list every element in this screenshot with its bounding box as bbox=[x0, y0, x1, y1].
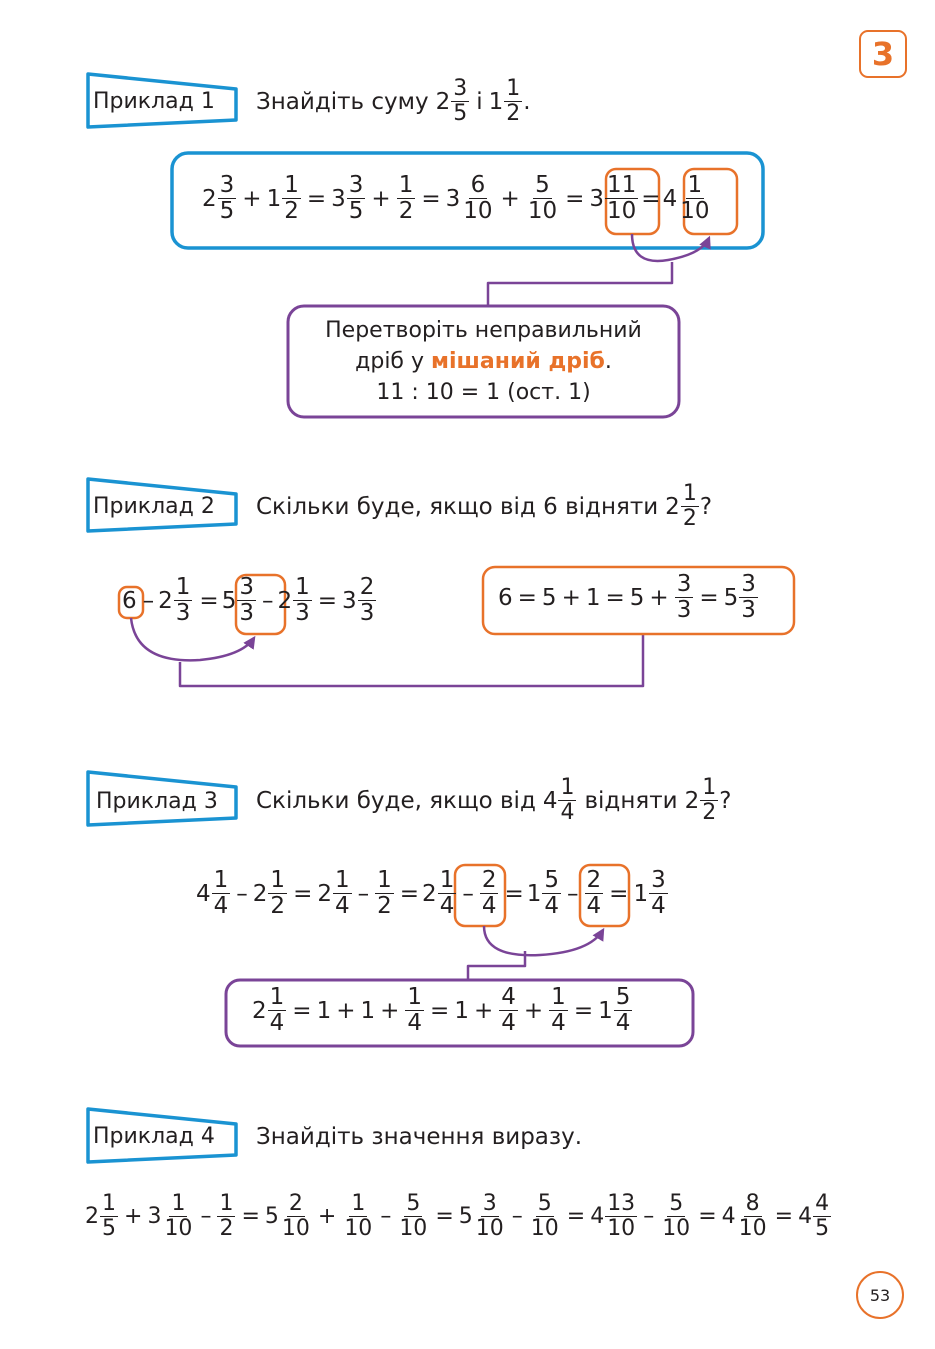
example-2-equation: 6 – 2 $\frac{1}{3}$ = 5 $\frac{3}{3}$ – 2 $\frac{1}{3}$ = 3 $\frac{2}{3}$ bbox=[122, 574, 375, 627]
example-4-equation: 2 $\frac{1}{5}$ + 3 $\frac{1}{10}$ – $\frac{1}{2}$ = 5 $\frac{2}{10}$ + $\frac{1}{10}$ – $\frac{5}{10}$ = 5 $\frac{3}{10}$ – $\frac{5}{10}$ = 4 $\frac{13}{10}$ – $\frac{5}{10}$ = 4 $\frac{8}{10}$ = 4 $\frac{4}{5}$ bbox=[85, 1191, 830, 1242]
example-1-note-line-3: 11 : 10 = 1 (ост. 1) bbox=[376, 380, 591, 405]
example-2-task: Скільки буде, якщо від 6 відняти 2 $\frac{1}{2}$ ? bbox=[256, 481, 713, 532]
example-3-arrow bbox=[484, 926, 603, 955]
example-3-task: Скільки буде, якщо від 4 $\frac{1}{4}$ відняти 2 $\frac{1}{2}$ ? bbox=[256, 775, 732, 826]
example-1-label: Приклад 1 bbox=[93, 89, 215, 114]
example-1-connector bbox=[488, 262, 672, 307]
example-4-task: Знайдіть значення виразу. bbox=[256, 1124, 583, 1150]
example-2-note: 6 = 5 + 1 = 5 + $\frac{3}{3}$ = 5 $\frac{3}{3}$ bbox=[498, 571, 756, 624]
example-1-note-line-2: дріб у мішаний дріб. bbox=[355, 349, 612, 374]
example-1-note-line-1: Перетворіть неправильний bbox=[325, 318, 642, 343]
example-1-task: Знайдіть суму 2 $\frac{3}{5}$ і 1 $\frac{1}{2}$ . bbox=[256, 76, 531, 127]
example-2-label: Приклад 2 bbox=[93, 494, 215, 519]
example-1-note bbox=[290, 315, 677, 408]
example-3-equation: 4 $\frac{1}{4}$ – 2 $\frac{1}{2}$ = 2 $\frac{1}{4}$ – $\frac{1}{2}$ = 2 $\frac{1}{4}$ – $\frac{2}{4}$ = 1 $\frac{5}{4}$ – $\frac{2}{4}$ = 1 $\frac{3}{4}$ bbox=[196, 867, 666, 920]
example-3-note: 2 $\frac{1}{4}$ = 1 + 1 + $\frac{1}{4}$ = 1 + $\frac{4}{4}$ + $\frac{1}{4}$ = 1 $\frac{5}{4}$ bbox=[252, 984, 631, 1037]
chapter-number-badge: 3 bbox=[859, 30, 907, 78]
page-number: 53 bbox=[856, 1271, 904, 1319]
example-4-label: Приклад 4 bbox=[93, 1124, 215, 1149]
example-3-label: Приклад 3 bbox=[96, 789, 218, 814]
example-1-equation: 2 $\frac{3}{5}$ + 1 $\frac{1}{2}$ = 3 $\frac{3}{5}$ + $\frac{1}{2}$ = 3 $\frac{6}{10}$ + $\frac{5}{10}$ = 3 $\frac{11}{10}$ = 4 $\frac{1}{10}$ bbox=[202, 172, 710, 225]
